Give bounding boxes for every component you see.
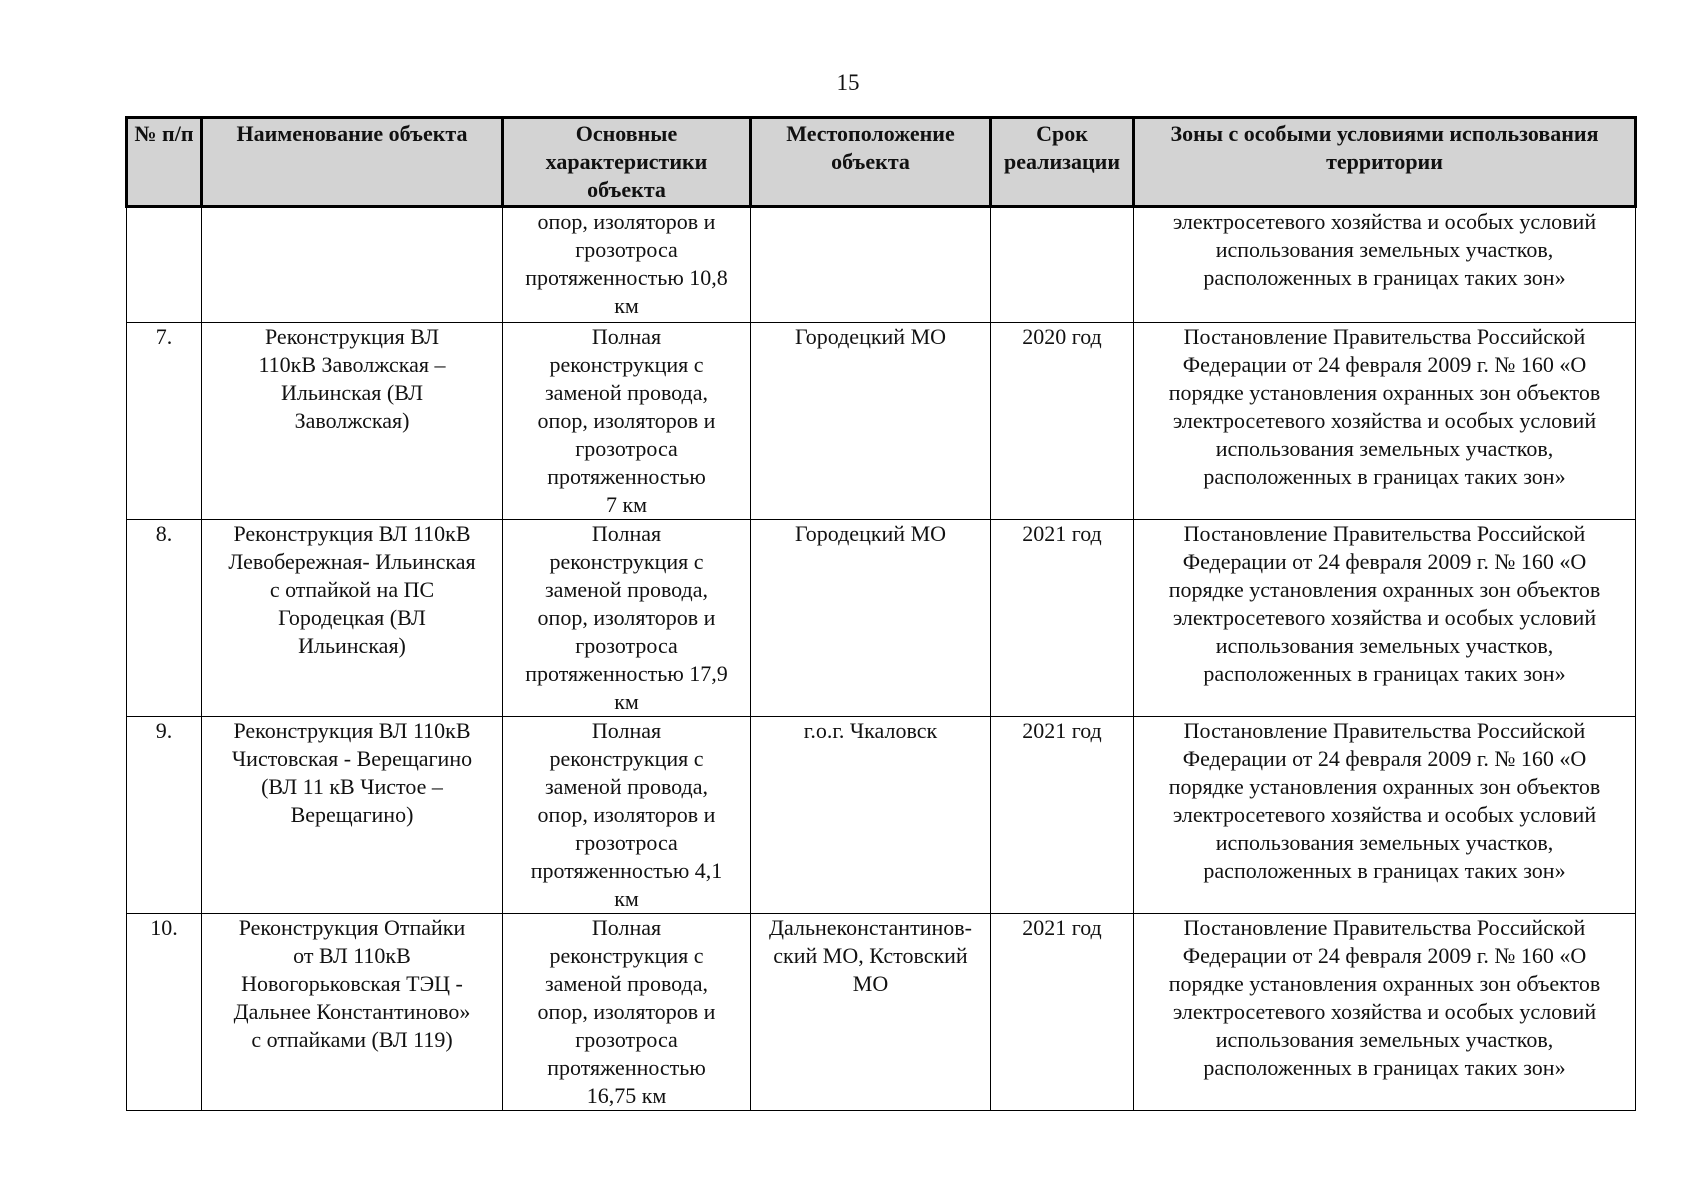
cell-location: Городецкий МО <box>751 520 991 717</box>
cell-characteristics: Полная реконструкция с заменой провода, опор, изоляторов и грозотроса протяженностью 7 км <box>503 323 751 520</box>
cell-characteristics: Полная реконструкция с заменой провода, опор, изоляторов и грозотроса протяженностью 4,1 км <box>503 717 751 914</box>
cell-zones: Постановление Правительства Российской Федерации от 24 февраля 2009 г. № 160 «О порядке установления охранных зон объектов электросетевого хозяйства и особых условий использования земельных участков, расположенных в границах таких зон» <box>1134 323 1636 520</box>
cell-characteristics: опор, изоляторов и грозотроса протяженностью 10,8 км <box>503 207 751 323</box>
cell-term: 2021 год <box>991 914 1134 1111</box>
cell-location <box>751 207 991 323</box>
cell-term <box>991 207 1134 323</box>
table-row <box>127 520 1636 717</box>
cell-number: 9. <box>127 717 202 914</box>
table-row <box>127 717 1636 914</box>
table-row <box>127 323 1636 520</box>
cell-object-name: Реконструкция Отпайки от ВЛ 110кВ Новогорьковская ТЭЦ - Дальнее Константиново» с отпайками (ВЛ 119) <box>202 914 503 1111</box>
table-row-continuation <box>127 207 1636 323</box>
cell-location: Дальнеконстантинов- ский МО, Кстовский МО <box>751 914 991 1111</box>
cell-term: 2020 год <box>991 323 1134 520</box>
cell-number: 10. <box>127 914 202 1111</box>
header-term: Срок реализации <box>991 118 1134 207</box>
cell-zones: Постановление Правительства Российской Федерации от 24 февраля 2009 г. № 160 «О порядке установления охранных зон объектов электросетевого хозяйства и особых условий использования земельных участков, расположенных в границах таких зон» <box>1134 717 1636 914</box>
cell-object-name <box>202 207 503 323</box>
cell-number <box>127 207 202 323</box>
page-number: 15 <box>836 70 860 95</box>
cell-location: Городецкий МО <box>751 323 991 520</box>
header-location: Местоположение объекта <box>751 118 991 207</box>
cell-term: 2021 год <box>991 717 1134 914</box>
cell-number: 7. <box>127 323 202 520</box>
header-object-name: Наименование объекта <box>202 118 503 207</box>
cell-object-name: Реконструкция ВЛ 110кВ Чистовская - Верещагино (ВЛ 11 кВ Чистое – Верещагино) <box>202 717 503 914</box>
cell-number: 8. <box>127 520 202 717</box>
cell-zones: Постановление Правительства Российской Федерации от 24 февраля 2009 г. № 160 «О порядке установления охранных зон объектов электросетевого хозяйства и особых условий использования земельных участков, расположенных в границах таких зон» <box>1134 520 1636 717</box>
table-header-row <box>127 118 1636 207</box>
cell-object-name: Реконструкция ВЛ 110кВ Левобережная- Ильинская с отпайкой на ПС Городецкая (ВЛ Ильинская) <box>202 520 503 717</box>
header-zones: Зоны с особыми условиями использования территории <box>1134 118 1636 207</box>
cell-zones: Постановление Правительства Российской Федерации от 24 февраля 2009 г. № 160 «О порядке установления охранных зон объектов электросетевого хозяйства и особых условий использования земельных участков, расположенных в границах таких зон» <box>1134 914 1636 1111</box>
cell-term: 2021 год <box>991 520 1134 717</box>
cell-object-name: Реконструкция ВЛ 110кВ Заволжская – Ильинская (ВЛ Заволжская) <box>202 323 503 520</box>
header-number: № п/п <box>127 118 202 207</box>
header-characteristics: Основные характеристики объекта <box>503 118 751 207</box>
table-row <box>127 914 1636 1111</box>
objects-table <box>125 116 1637 1111</box>
cell-characteristics: Полная реконструкция с заменой провода, опор, изоляторов и грозотроса протяженностью 17,9 км <box>503 520 751 717</box>
cell-zones: электросетевого хозяйства и особых условий использования земельных участков, расположенных в границах таких зон» <box>1134 207 1636 323</box>
cell-characteristics: Полная реконструкция с заменой провода, опор, изоляторов и грозотроса протяженностью 16,75 км <box>503 914 751 1111</box>
cell-location: г.о.г. Чкаловск <box>751 717 991 914</box>
